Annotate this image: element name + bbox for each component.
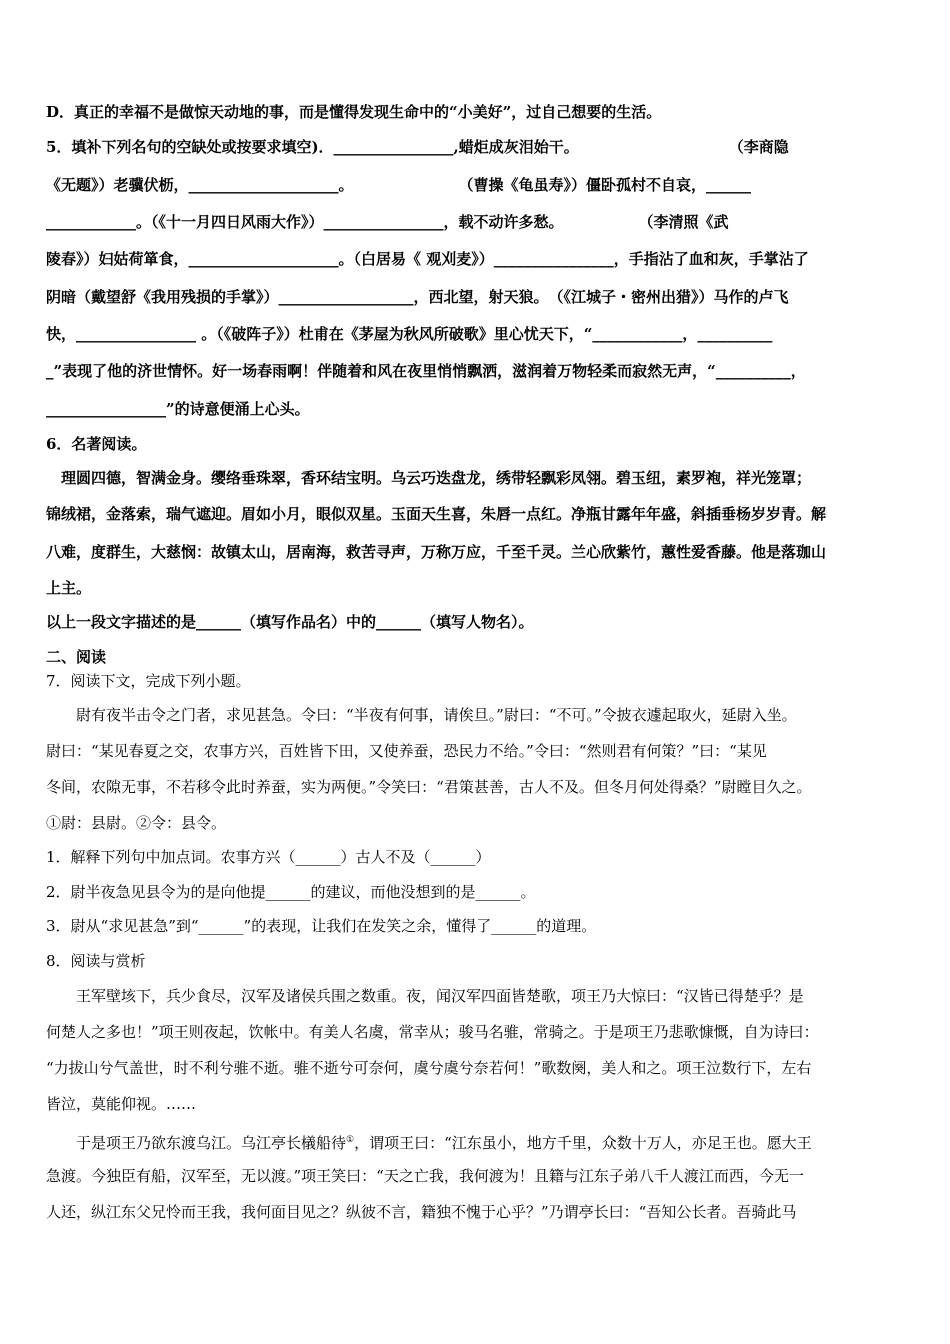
q6-passage-line-2: 锦绒裙，金落索，瑞气遮迎。眉如小月，眼似双星。玉面天生喜，朱唇一点红。净瓶甘露年年盛，斜插垂杨岁岁青。解 bbox=[46, 505, 827, 523]
q7-sub-1: 1．解释下列句中加点词。农事方兴（______）古人不及（______） bbox=[46, 848, 491, 866]
q7-sub-2: 2．尉半夜急见县令为的是向他提______的建议，而他没想到的是______。 bbox=[46, 883, 536, 901]
q8-passage-line-3: “力拔山兮气盖世，时不利兮骓不逝。骓不逝兮可奈何，虞兮虞兮奈若何！”歌数阕，美人和之。项王泣数行下，左右 bbox=[46, 1059, 812, 1077]
q8-passage-line-4: 皆泣，莫能仰视。…… bbox=[46, 1095, 197, 1113]
q8-passage-line-6: 急渡。今独臣有船，汉军至，无以渡。”项王笑曰：“天之亡我，我何渡为！且籍与江东子弟八千人渡江而西，今无一 bbox=[46, 1167, 804, 1185]
q7-sub-3: 3．尉从“求见甚急”到“______”的表现，让我们在发笑之余，懂得了______的道理。 bbox=[46, 917, 597, 935]
q8-passage-line-5-a: 于是项王乃欲东渡乌江。乌江亭长檥船待 bbox=[46, 1134, 347, 1152]
q5-line-4: 陵春》）妇姑荷箪食，____________________。（白居易《 观刈麦》）________________，手指沾了血和灰，手掌沾了 bbox=[46, 250, 809, 268]
q6-passage-line-3: 八难，度群生，大慈悯：故镇太山，居南海，救苦寻声，万称万应，千至千灵。兰心欣紫竹，蕙性爱香藤。他是落珈山 bbox=[46, 543, 827, 561]
q8-passage-line-2: 何楚人之多也！”项王则夜起，饮帐中。有美人名虞，常幸从；骏马名骓，常骑之。于是项王乃悲歌慷慨，自为诗曰： bbox=[46, 1023, 819, 1041]
q5-line-3: ____________。（《十一月四日风雨大作》）________________，载不动许多愁。 （李清照《武 bbox=[46, 213, 729, 231]
q6-passage-line-1: 理圆四德，智满金身。缨络垂珠翠，香环结宝明。乌云巧迭盘龙，绣带轻飘彩凤翎。碧玉纽，素罗袍，祥光笼罩； bbox=[46, 469, 812, 487]
q6-heading: 6．名著阅读。 bbox=[46, 435, 147, 453]
q7-notes: ①尉：县尉。②令：县令。 bbox=[46, 814, 227, 832]
q7-heading: 7．阅读下文，完成下列小题。 bbox=[46, 672, 251, 690]
q8-passage-line-7: 人还，纵江东父兄怜而王我，我何面目见之？纵彼不言，籍独不愧于心乎？”乃谓亭长曰：“吾知公长者。吾骑此马 bbox=[46, 1203, 797, 1221]
q6-question: 以上一段文字描述的是______（填写作品名）中的______（填写人物名）。 bbox=[46, 613, 534, 631]
q8-heading: 8．阅读与赏析 bbox=[46, 952, 146, 970]
q5-line-5: 阴暗（戴望舒《我用残损的手掌》）__________________，西北望，射天狼。 （《江城子・密州出猎》）马作的卢飞 bbox=[46, 288, 789, 306]
q5-line-8: ________________”的诗意便涌上心头。 bbox=[46, 400, 310, 418]
q7-passage-line-1: 尉有夜半击令之门者，求见甚急。令曰：“半夜有何事，请俟旦。”尉曰：“不可。”令披衣遽起取火，延尉入坐。 bbox=[46, 706, 797, 724]
q5-line-2: 《无题》）老骥伏枥，____________________。 （曹操《龟虽寿》）僵卧孤村不自哀，______ bbox=[46, 176, 752, 194]
q8-passage-line-5-b: ，谓项王曰：“江东虽小，地方千里，众数十万人，亦足王也。愿大王 bbox=[354, 1134, 812, 1152]
footnote-mark: ① bbox=[346, 1135, 355, 1145]
q8-passage-line-5 bbox=[46, 1129, 906, 1154]
q5-line-7: _”表现了他的济世情怀。好一场春雨啊！伴随着和风在夜里悄悄飘洒，滋润着万物轻柔而寂然无声，“__________， bbox=[46, 362, 806, 380]
section-two-heading: 二、阅读 bbox=[46, 648, 107, 666]
option-d: D．真正的幸福不是做惊天动地的事，而是懂得发现生命中的“小美好”，过自己想要的生活。 bbox=[46, 103, 662, 121]
q7-passage-line-3: 冬间，农隙无事，不若移令此时养蚕，实为两便。”令笑曰：“君策甚善，古人不及。但冬月何处得桑？”尉瞠目久之。 bbox=[46, 778, 812, 796]
q7-passage-line-2: 尉曰：“某见春夏之交，农事方兴，百姓皆下田，又使养蚕，恐民力不给。”令曰：“然则君有何策？”曰：“某见 bbox=[46, 742, 767, 760]
q5-line-1: 5．填补下列名句的空缺处或按要求填空)．________________,蜡炬成灰泪始干。 （李商隐 bbox=[46, 138, 789, 156]
q8-passage-line-1: 王军壁垓下，兵少食尽，汉军及诸侯兵围之数重。夜，闻汉军四面皆楚歌，项王乃大惊曰：“汉皆已得楚乎？是 bbox=[46, 987, 804, 1005]
q5-line-6: 快，________________ 。（《破阵子》）杜甫在《茅屋为秋风所破歌》里心忧天下，“____________，__________ bbox=[46, 325, 773, 343]
q6-passage-line-4: 上主。 bbox=[46, 579, 92, 597]
